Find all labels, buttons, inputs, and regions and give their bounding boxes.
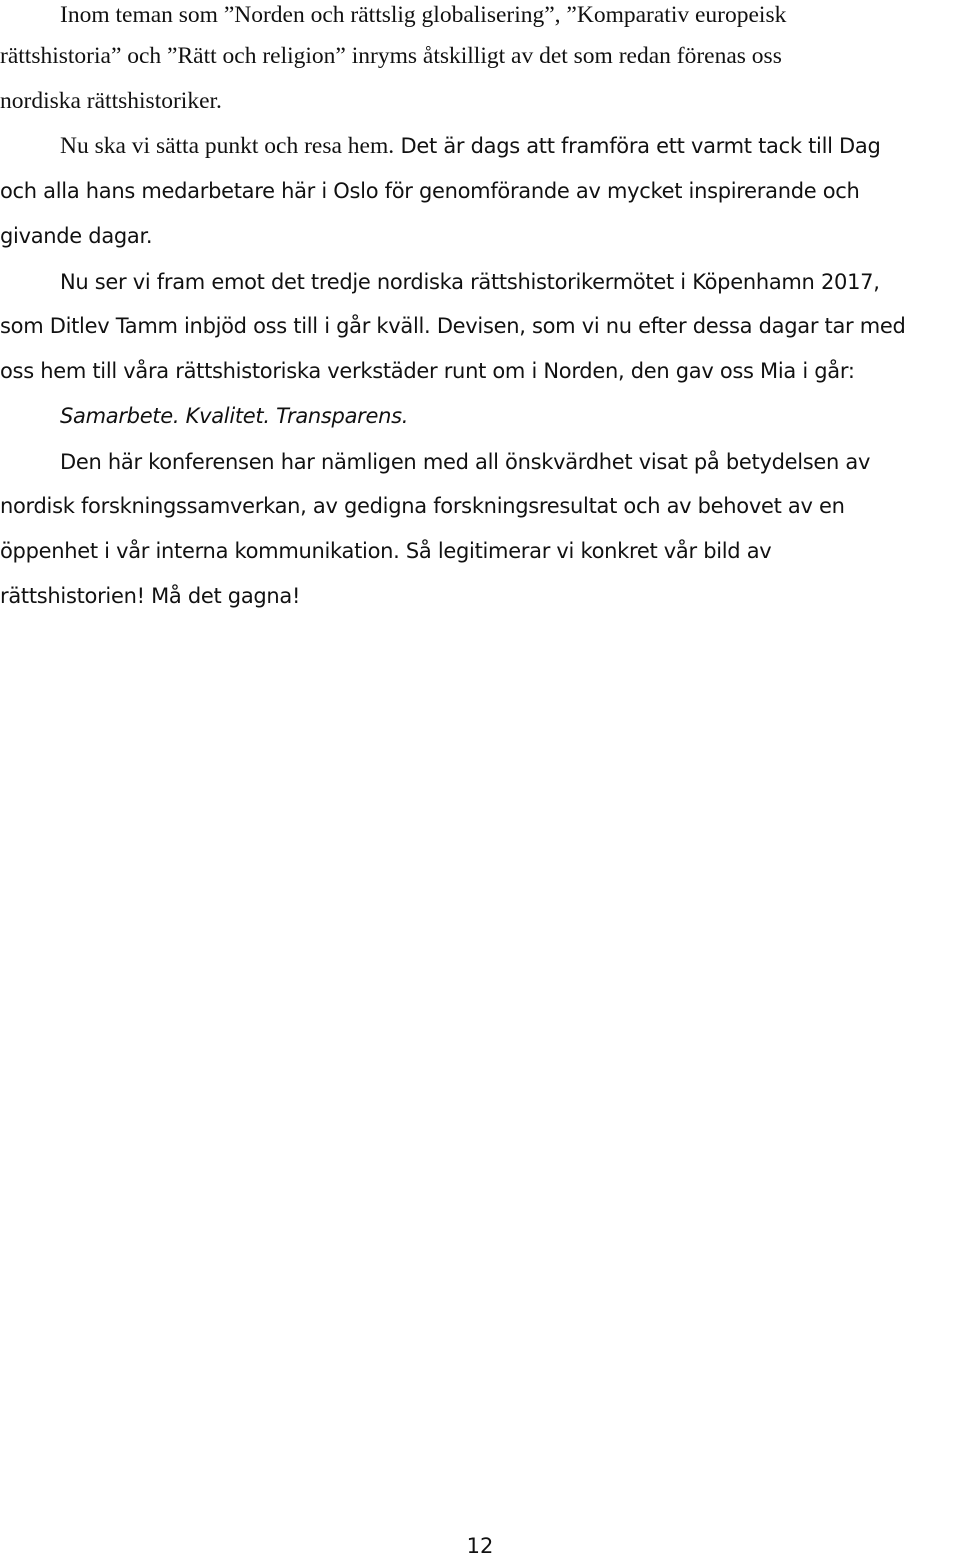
text-line: rättshistorien! Må det gagna!: [0, 584, 301, 608]
motto-line: Samarbete. Kvalitet. Transparens.: [60, 404, 409, 428]
text-line: nordiska rättshistoriker.: [0, 88, 222, 114]
text-segment: Det är dags att framföra ett varmt tack till Dag: [394, 134, 881, 158]
text-line: givande dagar.: [0, 224, 153, 248]
text-line: och alla hans medarbetare här i Oslo för genomförande av mycket inspirerande och: [0, 179, 860, 203]
text-segment: Nu ska vi sätta punkt och resa hem.: [60, 133, 395, 159]
text-segment: som Ditlev Tamm inbjöd oss till i går kväll.: [0, 314, 431, 338]
text-line: Den här konferensen har nämligen med all önskvärdhet visat på betydelsen av: [60, 450, 871, 474]
text-line: Inom teman som ”Norden och rättslig globalisering”, ”Komparativ europeisk: [60, 2, 787, 28]
text-line: [60, 131, 880, 161]
text-line: rättshistoria” och ”Rätt och religion” inryms åtskilligt av det som redan förenas oss: [0, 43, 782, 69]
text-line: nordisk forskningssamverkan, av gedigna forskningsresultat och av behovet av en: [0, 494, 845, 518]
text-segment: Devisen, som vi nu efter dessa dagar tar med: [430, 314, 906, 338]
text-line: öppenhet i vår interna kommunikation. Så legitimerar vi konkret vår bild av: [0, 539, 772, 563]
page-number: 12: [466, 1534, 494, 1558]
text-line: Nu ser vi fram emot det tredje nordiska rättshistorikermötet i Köpenhamn 2017,: [60, 270, 880, 294]
text-line: oss hem till våra rättshistoriska verkstäder runt om i Norden, den gav oss Mia i går:: [0, 359, 855, 383]
text-line: [0, 311, 906, 341]
